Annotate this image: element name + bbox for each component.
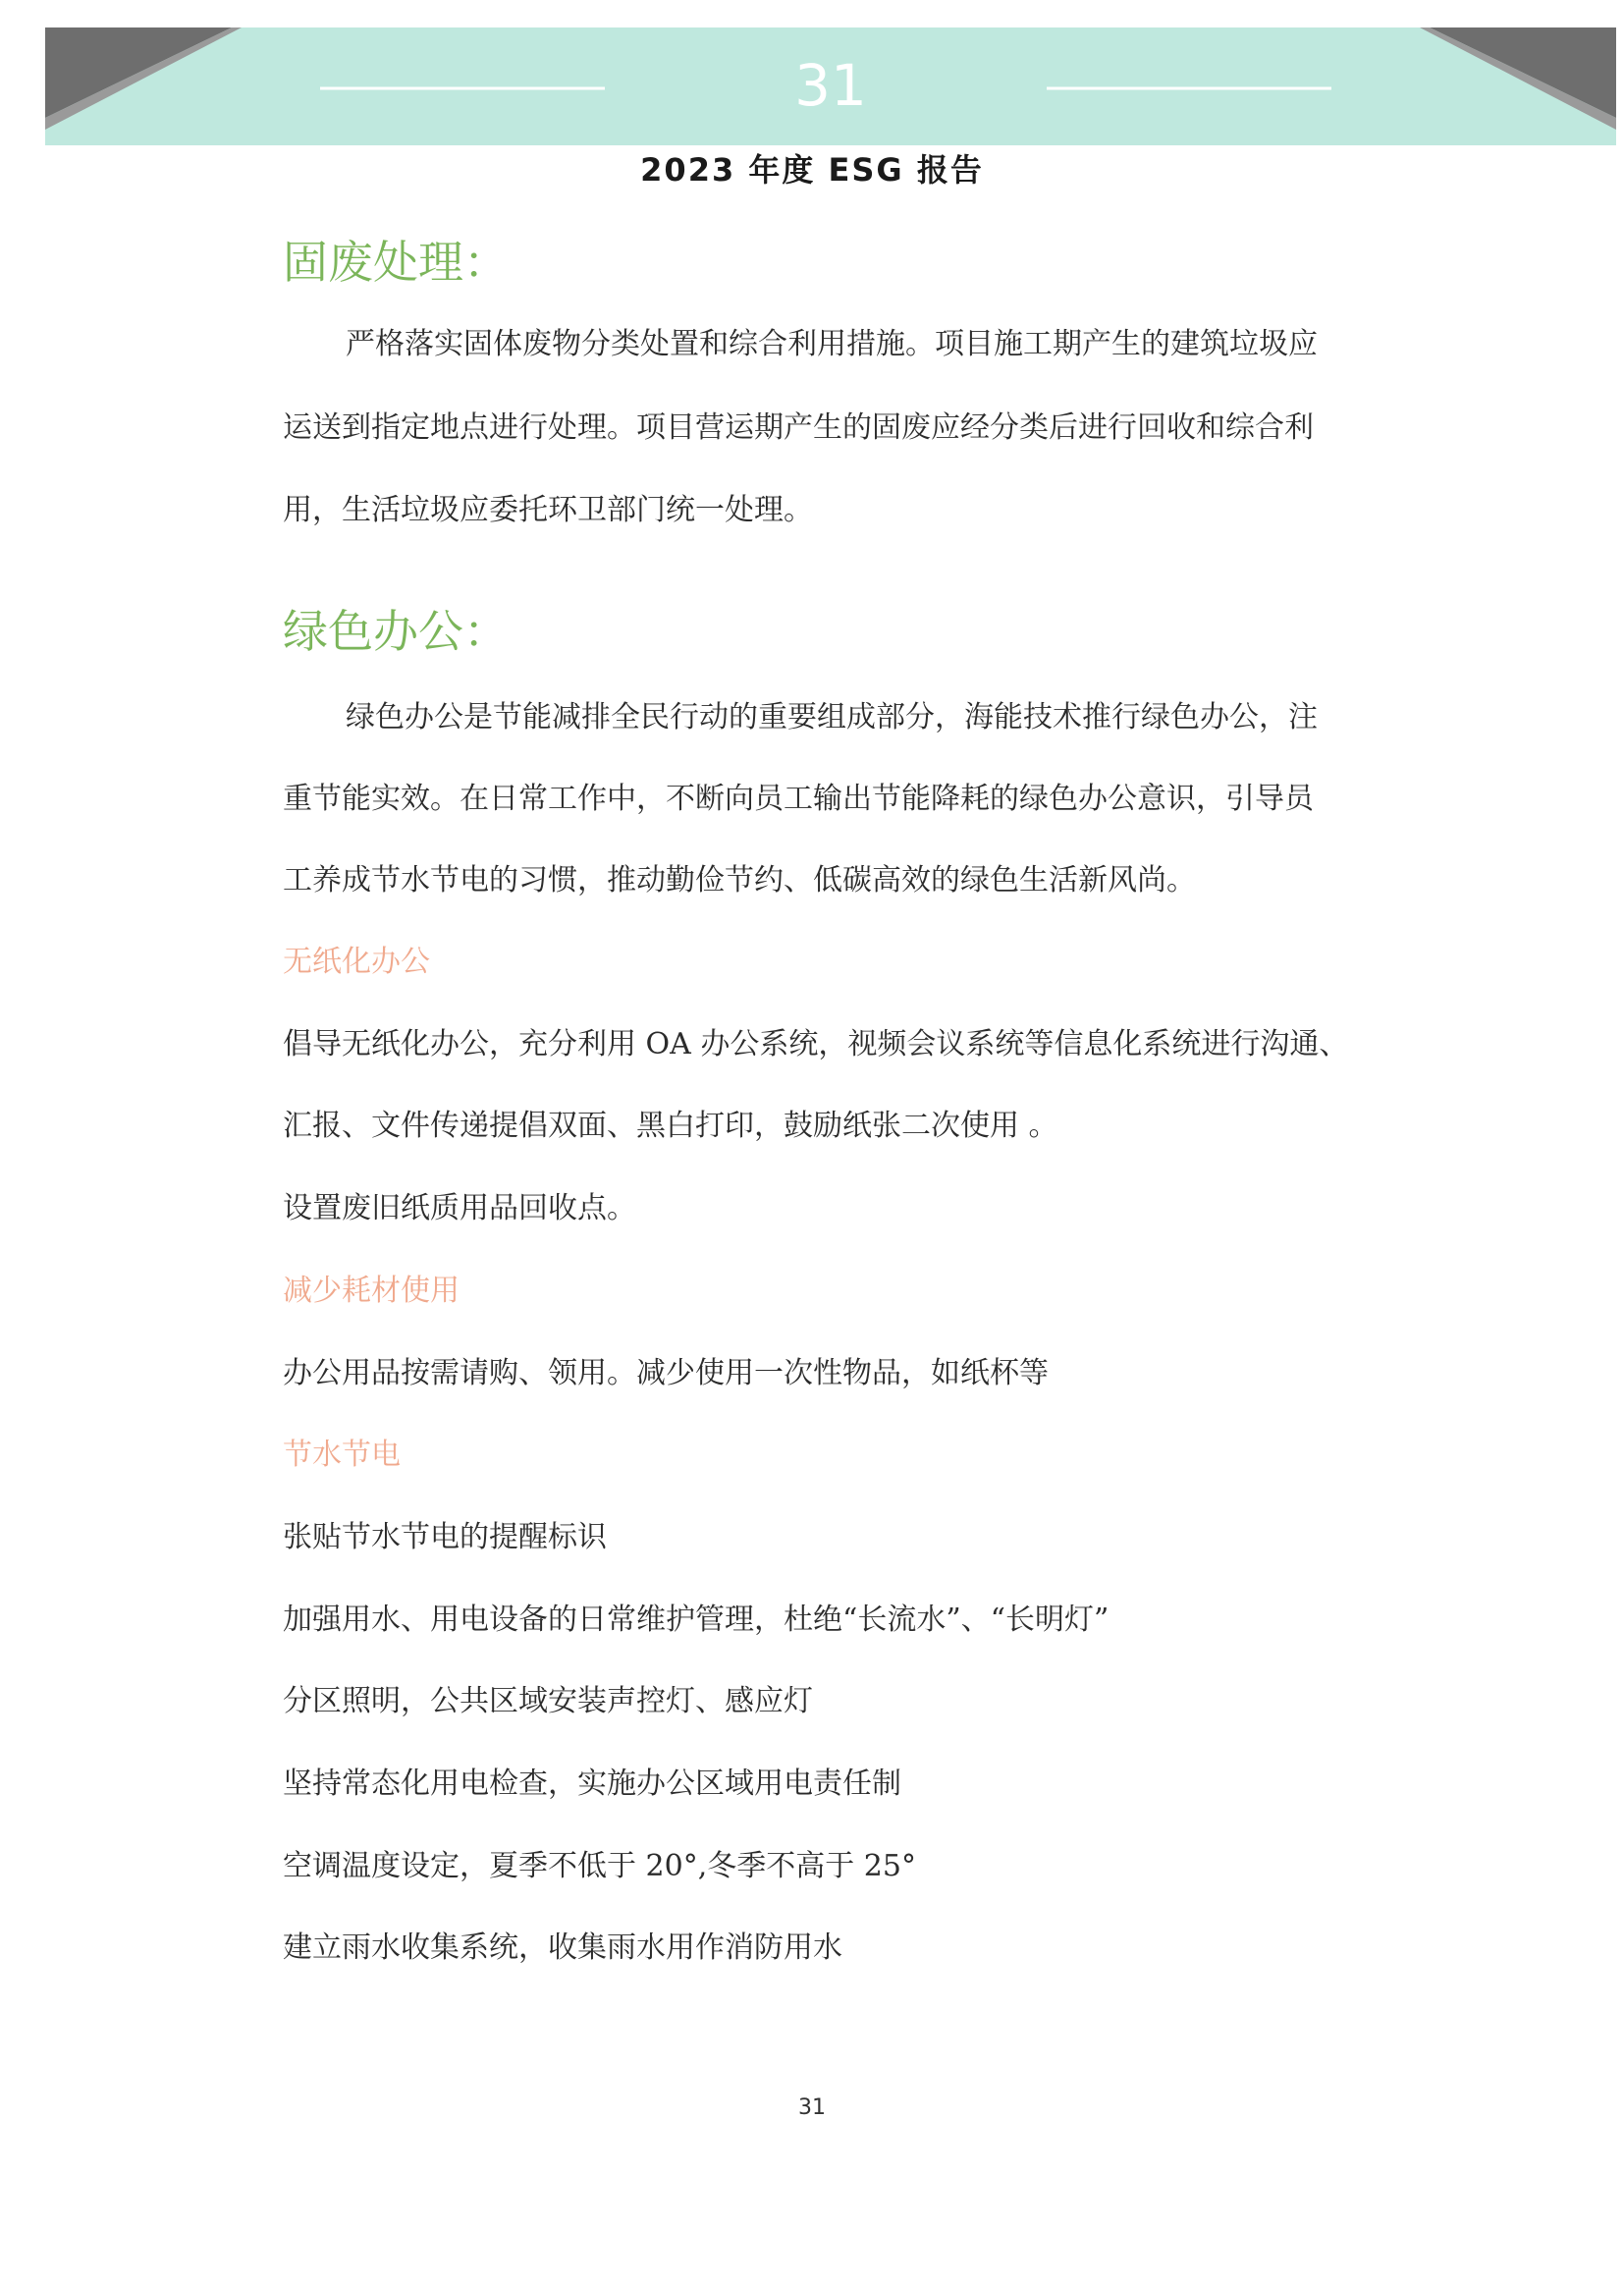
paragraph-line: 工养成节水节电的习惯，推动勤俭节约、低碳高效的绿色生活新风尚。 xyxy=(283,863,1196,897)
paragraph-line: 空调温度设定，夏季不低于 20°,冬季不高于 25° xyxy=(283,1849,916,1883)
section-title-green-office: 绿色办公： xyxy=(283,605,509,658)
sub-title-paperless: 无纸化办公 xyxy=(283,945,430,979)
paragraph-line: 运送到指定地点进行处理。项目营运期产生的固废应经分类后进行回收和综合利 xyxy=(283,410,1314,445)
paragraph-line: 设置废旧纸质用品回收点。 xyxy=(283,1191,636,1225)
sub-title-reduce-consumables: 减少耗材使用 xyxy=(283,1274,460,1308)
paragraph-line: 加强用水、用电设备的日常维护管理，杜绝“长流水”、“长明灯” xyxy=(283,1603,1110,1637)
paragraph-line: 重节能实效。在日常工作中，不断向员工输出节能降耗的绿色办公意识，引导员 xyxy=(283,782,1314,816)
paragraph-line: 倡导无纸化办公，充分利用 OA 办公系统，视频会议系统等信息化系统进行沟通、 xyxy=(283,1027,1349,1061)
section-title-solid-waste: 固废处理： xyxy=(283,236,509,289)
paragraph-line: 坚持常态化用电检查，实施办公区域用电责任制 xyxy=(283,1767,901,1801)
footer-page-number: 31 xyxy=(798,2095,826,2120)
paragraph-line: 绿色办公是节能减排全民行动的重要组成部分，海能技术推行绿色办公，注 xyxy=(346,700,1318,734)
paragraph-line: 办公用品按需请购、领用。减少使用一次性物品，如纸杯等 xyxy=(283,1356,1049,1390)
sub-title-save-water-power: 节水节电 xyxy=(283,1438,401,1472)
paragraph-line: 严格落实固体废物分类处置和综合利用措施。项目施工期产生的建筑垃圾应 xyxy=(346,327,1318,361)
paragraph-line: 汇报、文件传递提倡双面、黑白打印，鼓励纸张二次使用 。 xyxy=(283,1109,1058,1143)
paragraph-line: 张贴节水节电的提醒标识 xyxy=(283,1520,607,1554)
paragraph-line: 分区照明，公共区域安装声控灯、感应灯 xyxy=(283,1684,813,1718)
header-banner xyxy=(45,27,1616,145)
paragraph-line: 建立雨水收集系统，收集雨水用作消防用水 xyxy=(283,1930,842,1965)
report-title: 2023 年度 ESG 报告 xyxy=(640,151,984,189)
header-page-number: 31 xyxy=(794,52,867,119)
paragraph-line: 用，生活垃圾应委托环卫部门统一处理。 xyxy=(283,493,813,527)
